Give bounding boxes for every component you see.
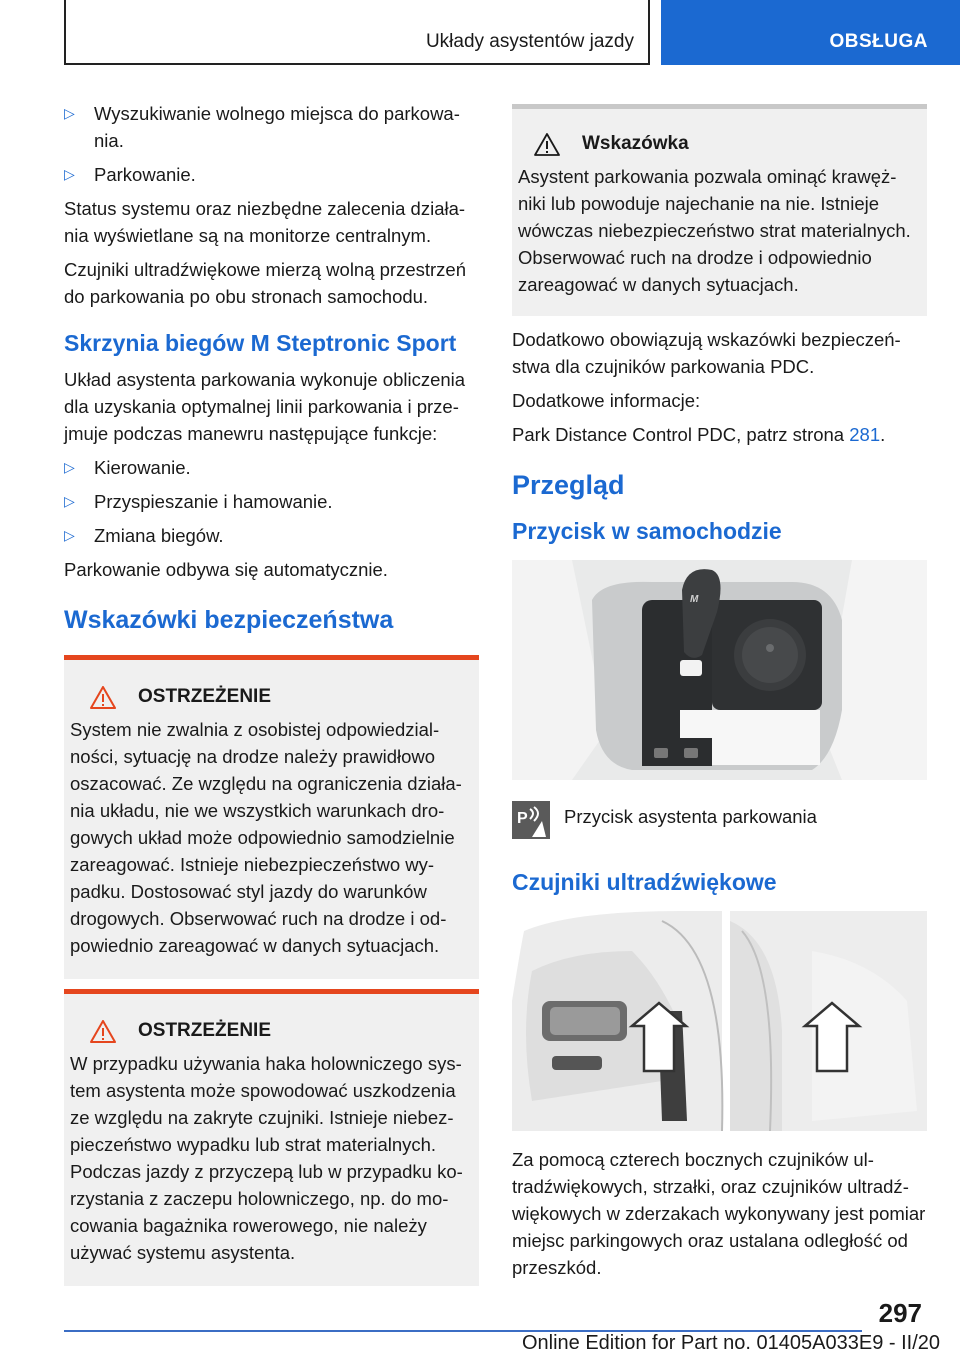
bullet-text: Zmiana biegów. <box>94 525 224 546</box>
console-image <box>512 560 927 785</box>
notice-title: Wskazówka <box>582 133 689 154</box>
bullet-text: Kierowanie. <box>94 457 191 478</box>
list-item <box>64 522 479 549</box>
paragraph-sensors: Czujniki ultradźwiękowe mierzą wolną przestrzeń do parkowania po obu stronach samochodu. <box>64 259 467 307</box>
sensors-image <box>512 911 927 1136</box>
warning-body: W przypadku używania haka holowniczego system asystenta może spowodować uszkodzenia ze względu na zakryte czujniki. Istnieje niebezpieczeństwo wypadku lub strat materialnych. Podczas jazdy z przyczepą lub w przypadku korzystania z zaczepu holowniczego, np. do mocowania bagażnika rowerowego, nie należy używać systemu asystenta. <box>70 1053 463 1263</box>
edition-text: Online Edition for Part no. 01405A033E9 - II/20 <box>521 1332 940 1354</box>
bullet-text: Parkowanie. <box>94 164 196 185</box>
paragraph-more-info: Dodatkowe informacje: <box>512 390 701 411</box>
chapter-tab-label: OBSŁUGA <box>829 31 928 52</box>
paragraph-sensors-info: Za pomocą czterech bocznych czujników ultradźwiękowych, strzałki, oraz czujników ultradźwiękowych w zderzakach wykonywany jest pomiar miejsc parkingowych oraz ustalana odległość od przeszkód. <box>512 1149 926 1278</box>
paragraph-automatic: Parkowanie odbywa się automatycznie. <box>64 559 388 580</box>
triangle-bullet-icon: ▷ <box>64 105 75 121</box>
heading-sensors: Czujniki ultradźwiękowe <box>512 869 777 895</box>
left-column <box>64 100 479 1286</box>
notice-body: Asystent parkowania pozwala ominąć krawężniki lub powoduje najechanie na nie. Istnieje wówczas niebezpieczeństwo strat materialnych. Obserwować ruch na drodze i odpowiednio zareagować w danych sytuacjach. <box>518 166 911 295</box>
right-column <box>512 104 927 1288</box>
svg-text:M: M <box>690 594 699 605</box>
warning-triangle-icon <box>90 1020 116 1043</box>
paragraph-functions-intro: Układ asystenta parkowania wykonuje obliczenia dla uzyskania optymalnej linii parkowania i przejmuje podczas manewru następujące funkcje: <box>64 369 466 444</box>
bullet-text: Wyszukiwanie wolnego miejsca do parkowania. <box>94 103 460 151</box>
paragraph-pdc: Dodatkowo obowiązują wskazówki bezpieczeństwa dla czujników parkowania PDC. <box>512 329 901 377</box>
triangle-bullet-icon: ▷ <box>64 493 75 509</box>
page-link[interactable]: 281 <box>849 424 881 445</box>
button-caption-row <box>512 801 927 839</box>
heading-safety: Wskazówki bezpieczeństwa <box>64 606 394 634</box>
warning-triangle-icon <box>90 686 116 709</box>
notice-box <box>512 104 927 316</box>
triangle-bullet-icon: ▷ <box>64 166 75 182</box>
section-title: Układy asystentów jazdy <box>425 31 634 52</box>
list-item <box>64 454 479 481</box>
header-section-box <box>64 0 650 65</box>
chapter-tab[interactable] <box>661 0 960 65</box>
warning-body: System nie zwalnia z osobistej odpowiedzialności, sytuację na drodze należy prawidłowo oszacować. Ze względu na ograniczenia działania układu, nie we wszystkich warunkach drogowych układ może odpowiednio samodzielnie zareagować. Istnieje niebezpieczeństwo wypadku. Dostosować styl jazdy do warunków drogowych. Obserwować ruch na drodze i odpowiednio zareagować w danych sytuacjach. <box>70 719 462 956</box>
paragraph-reference: Park Distance Control PDC, patrz strona 281. <box>512 424 886 445</box>
list-item <box>64 161 479 188</box>
bullet-text: Przyspieszanie i hamowanie. <box>94 491 333 512</box>
list-item <box>64 488 479 515</box>
page-number: 297 <box>878 1298 922 1328</box>
heading-button: Przycisk w samochodzie <box>512 518 782 544</box>
warning-box-1 <box>64 655 479 979</box>
triangle-bullet-icon: ▷ <box>64 527 75 543</box>
paragraph-status: Status systemu oraz niezbędne zalecenia działania wyświetlane są na monitorze centralnym. <box>64 198 466 246</box>
parking-assistant-button-icon <box>512 801 550 839</box>
heading-overview: Przegląd <box>512 470 625 500</box>
warning-title: OSTRZEŻENIE <box>138 686 272 707</box>
triangle-bullet-icon: ▷ <box>64 459 75 475</box>
notice-triangle-icon <box>534 133 560 156</box>
warning-title: OSTRZEŻENIE <box>138 1020 272 1041</box>
svg-text:P: P <box>517 810 528 827</box>
list-item <box>64 100 479 154</box>
heading-steptronic: Skrzynia biegów M Steptronic Sport <box>64 330 457 356</box>
warning-box-2 <box>64 989 479 1286</box>
button-caption: Przycisk asystenta parkowania <box>564 806 817 827</box>
